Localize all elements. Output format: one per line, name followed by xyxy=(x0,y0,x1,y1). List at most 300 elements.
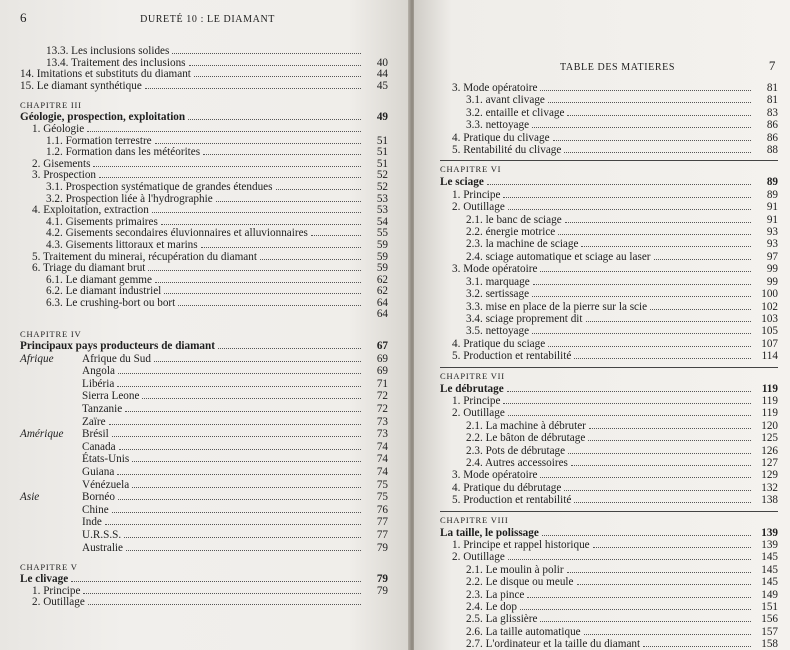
toc-entry-label: 3.3. mise en place de la pierre sur la scie xyxy=(466,300,648,313)
toc-entry-page: 51 xyxy=(376,134,388,147)
country-page: 73 xyxy=(376,428,388,441)
toc-entry-page: 156 xyxy=(761,613,778,626)
toc-entry[interactable] xyxy=(440,626,778,638)
chapter-5-entries xyxy=(20,586,388,609)
toc-entry-page: 149 xyxy=(761,588,778,601)
toc-entry[interactable] xyxy=(440,420,778,432)
right-running-title: TABLE DES MATIERES xyxy=(560,62,675,73)
toc-entry[interactable] xyxy=(440,576,778,588)
chapter-3-title: Géologie, prospection, exploitation xyxy=(20,111,186,124)
toc-entry-page: 132 xyxy=(761,481,778,494)
leader-dots xyxy=(276,189,362,190)
toc-entry[interactable] xyxy=(20,124,388,136)
leader-dots xyxy=(88,604,361,605)
leader-dots xyxy=(161,224,361,225)
leader-dots xyxy=(564,490,751,491)
chapter-5-title: Le clivage xyxy=(20,573,69,586)
toc-entry-page: 139 xyxy=(761,539,778,551)
country-page: 72 xyxy=(376,390,388,403)
country-entry[interactable] xyxy=(20,416,388,429)
toc-entry[interactable] xyxy=(440,395,778,407)
toc-entry-page: 88 xyxy=(766,144,778,157)
toc-entry-label: 2.6. La taille automatique xyxy=(466,625,581,638)
toc-entry[interactable] xyxy=(440,226,778,238)
toc-entry[interactable] xyxy=(440,601,778,613)
leader-dots xyxy=(532,333,751,334)
country-entry[interactable] xyxy=(20,479,388,492)
country-entry[interactable] xyxy=(20,516,388,529)
country-entry[interactable] xyxy=(20,365,388,378)
leader-dots xyxy=(540,90,751,91)
country-page: 77 xyxy=(376,528,388,541)
toc-entry-page: 93 xyxy=(766,238,778,251)
toc-entry[interactable] xyxy=(440,325,778,337)
toc-entry-label: 3.1. avant clivage xyxy=(466,94,545,107)
toc-entry-label: 2.1. La machine à débruter xyxy=(466,419,586,432)
leader-dots xyxy=(553,140,751,141)
right-page-header xyxy=(440,58,778,74)
leader-dots xyxy=(132,461,361,462)
toc-entry-label: 5. Production et rentabilité xyxy=(452,350,572,363)
toc-entry[interactable] xyxy=(440,613,778,625)
toc-entry[interactable] xyxy=(20,147,388,159)
country-label: Australie xyxy=(82,541,124,554)
leader-dots xyxy=(564,152,751,153)
leader-dots xyxy=(178,305,361,306)
toc-entry-page: 105 xyxy=(761,325,778,338)
country-label: Libéria xyxy=(82,377,115,390)
toc-entry-label: 3.1. Prospection systématique de grandes étendues xyxy=(46,180,273,193)
country-entry[interactable] xyxy=(20,378,388,391)
toc-entry[interactable] xyxy=(440,107,778,119)
toc-entry-page: 97 xyxy=(766,250,778,263)
leader-dots xyxy=(593,547,751,548)
chapter-8-heading: CHAPITRE VIII xyxy=(440,511,778,525)
toc-entry-label: 4. Pratique du débrutage xyxy=(452,481,562,494)
toc-entry-page: 52 xyxy=(376,169,388,182)
left-running-title: DURETÉ 10 : LE DIAMANT xyxy=(140,14,275,25)
toc-entry[interactable] xyxy=(440,313,778,325)
chapter-7-title-page: 119 xyxy=(761,382,778,395)
toc-entry-page: 158 xyxy=(761,638,778,650)
toc-entry-page: 138 xyxy=(761,494,778,507)
toc-entry-label: 3.2. Prospection liée à l'hydrographie xyxy=(46,192,213,205)
toc-entry-label: 3. Mode opératoire xyxy=(452,263,538,276)
leader-dots xyxy=(508,209,751,210)
leader-dots xyxy=(216,201,361,202)
country-label: Chine xyxy=(82,503,109,516)
toc-entry-label: 2. Outillage xyxy=(452,201,505,214)
country-entry[interactable] xyxy=(20,441,388,454)
toc-entry[interactable] xyxy=(440,445,778,457)
leader-dots xyxy=(520,609,751,610)
chapter-6-title-row[interactable] xyxy=(440,176,778,188)
toc-entry-label: 3. Prospection xyxy=(32,169,97,182)
leader-dots xyxy=(164,293,361,294)
toc-entry[interactable] xyxy=(440,638,778,650)
country-label: Inde xyxy=(82,516,102,529)
chapter-8-title-row[interactable] xyxy=(440,527,778,539)
leader-dots xyxy=(148,270,361,271)
leader-dots xyxy=(93,166,361,167)
toc-entry-label: 2.2. Le bâton de débrutage xyxy=(466,432,586,445)
chapter-8-title: La taille, le polissage xyxy=(440,526,539,539)
leader-dots xyxy=(487,184,751,185)
leader-dots xyxy=(540,271,751,272)
right-page xyxy=(414,0,790,650)
country-label: Bornéo xyxy=(82,491,115,504)
leader-dots xyxy=(201,247,361,248)
toc-entry-label: 3.4. sciage proprement dit xyxy=(466,312,583,325)
toc-entry-label: 4. Pratique du clivage xyxy=(452,131,550,144)
toc-entry-page: 119 xyxy=(761,394,778,407)
country-entry[interactable] xyxy=(20,466,388,479)
toc-entry[interactable] xyxy=(440,539,778,551)
toc-entry[interactable] xyxy=(440,263,778,275)
toc-entry-page: 120 xyxy=(761,419,778,432)
toc-entry-label: 5. Rentabilité du clivage xyxy=(452,144,562,157)
toc-entry[interactable] xyxy=(440,288,778,300)
leader-dots xyxy=(503,403,751,404)
toc-entry[interactable] xyxy=(440,551,778,563)
leader-dots xyxy=(527,597,751,598)
country-page: 73 xyxy=(376,415,388,428)
toc-entry[interactable] xyxy=(440,494,778,506)
leader-dots xyxy=(503,197,751,198)
leader-dots xyxy=(119,449,361,450)
chapter-3-trailing-page: 64 xyxy=(376,308,388,321)
leader-dots xyxy=(132,487,361,488)
right-top-entries xyxy=(440,82,778,156)
toc-entry[interactable] xyxy=(440,119,778,131)
leader-dots xyxy=(124,537,361,538)
toc-entry-page: 54 xyxy=(376,215,388,228)
leader-dots xyxy=(145,88,361,89)
toc-entry-label: 2.5. La glissière xyxy=(466,613,538,626)
leader-dots xyxy=(105,524,361,525)
toc-entry-page: 45 xyxy=(376,79,388,92)
leader-dots xyxy=(194,76,361,77)
toc-entry[interactable] xyxy=(20,182,388,194)
toc-entry-page: 100 xyxy=(761,288,778,301)
toc-entry-page: 55 xyxy=(376,227,388,240)
chapter-7-title-row[interactable] xyxy=(440,383,778,395)
country-page: 72 xyxy=(376,403,388,416)
toc-entry-page: 79 xyxy=(376,584,388,597)
country-entry[interactable] xyxy=(20,390,388,403)
toc-entry-label: 1.2. Formation dans les météorites xyxy=(46,146,201,159)
country-page: 75 xyxy=(376,491,388,504)
toc-entry[interactable] xyxy=(440,338,778,350)
chapter-7-title: Le débrutage xyxy=(440,382,504,395)
toc-entry-page: 91 xyxy=(766,201,778,214)
toc-entry-page: 125 xyxy=(761,432,778,445)
country-label: Brésil xyxy=(82,428,109,441)
toc-entry[interactable] xyxy=(440,432,778,444)
toc-entry-label: 2. Outillage xyxy=(32,596,85,609)
country-entry[interactable] xyxy=(20,403,388,416)
left-page-number: 6 xyxy=(20,10,28,25)
toc-entry[interactable] xyxy=(440,94,778,106)
toc-entry-label: 3.2. entaille et clivage xyxy=(466,106,565,119)
toc-entry-label: 2.1. Le moulin à polir xyxy=(466,563,564,576)
leader-dots xyxy=(118,373,361,374)
toc-entry-page: 145 xyxy=(761,563,778,576)
leader-dots xyxy=(565,222,751,223)
leader-dots xyxy=(154,361,361,362)
toc-entry-label: 1. Principe xyxy=(452,394,501,407)
toc-entry-label: 15. Le diamant synthétique xyxy=(20,79,142,92)
toc-entry-page: 59 xyxy=(376,262,388,275)
leader-dots xyxy=(571,465,751,466)
toc-entry[interactable] xyxy=(440,251,778,263)
left-page-header xyxy=(20,10,388,26)
chapter-3-title-page: 49 xyxy=(376,111,388,124)
leader-dots xyxy=(155,143,361,144)
toc-entry-label: 4.3. Gisements littoraux et marins xyxy=(46,238,198,251)
toc-entry-page: 59 xyxy=(376,238,388,251)
leader-dots xyxy=(586,321,751,322)
toc-entry-page: 145 xyxy=(761,551,778,564)
country-label: Guiana xyxy=(82,466,115,478)
leader-dots xyxy=(189,65,361,66)
toc-entry-page: 64 xyxy=(376,296,388,309)
toc-entry-page: 86 xyxy=(766,119,778,132)
toc-entry[interactable] xyxy=(20,240,388,252)
toc-entry-label: 4. Exploitation, extraction xyxy=(32,204,149,217)
toc-entry-label: 3. Mode opératoire xyxy=(452,82,538,94)
toc-entry[interactable] xyxy=(440,407,778,419)
leader-dots xyxy=(117,386,361,387)
continent-label: Amérique xyxy=(20,428,64,441)
leader-dots xyxy=(126,550,361,551)
toc-entry-label: 14. Imitations et substituts du diamant xyxy=(20,68,191,81)
toc-entry-page: 51 xyxy=(376,157,388,170)
leader-dots xyxy=(568,453,751,454)
leader-dots xyxy=(83,593,361,594)
country-page: 76 xyxy=(376,503,388,516)
toc-entry-label: 6.3. Le crushing-bort ou bort xyxy=(46,296,176,309)
toc-entry-label: 1. Principe xyxy=(32,584,81,597)
toc-entry-page: 53 xyxy=(376,192,388,205)
toc-entry-page: 81 xyxy=(766,94,778,107)
toc-entry-label: 3.5. nettoyage xyxy=(466,325,530,338)
leader-dots xyxy=(112,512,361,513)
country-entry[interactable] xyxy=(20,504,388,517)
toc-entry[interactable] xyxy=(440,276,778,288)
toc-entry-page: 126 xyxy=(761,444,778,457)
toc-entry-label: 2. Outillage xyxy=(452,407,505,420)
leader-dots xyxy=(508,415,751,416)
country-page: 75 xyxy=(376,478,388,491)
toc-entry-label: 2.3. la machine de sciage xyxy=(466,238,579,251)
leader-dots xyxy=(188,119,361,120)
toc-entry[interactable] xyxy=(440,132,778,144)
toc-entry-page: 99 xyxy=(766,275,778,288)
toc-entry[interactable] xyxy=(440,214,778,226)
leader-dots xyxy=(532,296,751,297)
toc-entry[interactable] xyxy=(20,46,388,58)
country-page: 74 xyxy=(376,453,388,466)
leader-dots xyxy=(125,411,361,412)
leader-dots xyxy=(588,440,751,441)
leader-dots xyxy=(643,646,751,647)
leader-dots xyxy=(507,391,751,392)
leader-dots xyxy=(567,572,751,573)
country-page: 69 xyxy=(376,352,388,365)
toc-entry[interactable] xyxy=(440,301,778,313)
chapter-7-heading: CHAPITRE VII xyxy=(440,367,778,381)
toc-entry-page: 157 xyxy=(761,625,778,638)
toc-entry[interactable] xyxy=(440,350,778,362)
chapter-3-heading: CHAPITRE III xyxy=(20,100,82,111)
chapter-3-trailing xyxy=(20,309,388,321)
country-page: 69 xyxy=(376,365,388,378)
toc-entry-label: 2. Outillage xyxy=(452,551,505,564)
leader-dots xyxy=(548,346,751,347)
leader-dots xyxy=(558,234,751,235)
toc-entry[interactable] xyxy=(440,189,778,201)
country-label: Afrique du Sud xyxy=(82,352,151,365)
country-entry[interactable] xyxy=(20,453,388,466)
country-entry[interactable] xyxy=(20,491,388,504)
leader-dots xyxy=(532,127,751,128)
toc-entry-page: 127 xyxy=(761,456,778,469)
leader-dots xyxy=(155,282,361,283)
chapter-4-title: Principaux pays producteurs de diamant xyxy=(20,340,215,353)
leader-dots xyxy=(172,53,361,54)
leader-dots xyxy=(574,502,751,503)
toc-entry[interactable] xyxy=(440,144,778,156)
toc-entry[interactable] xyxy=(440,589,778,601)
toc-entry-page: 99 xyxy=(766,263,778,276)
leader-dots xyxy=(117,474,361,475)
toc-entry-label: 2. Gisements xyxy=(32,157,91,170)
toc-entry[interactable] xyxy=(20,597,388,609)
leader-dots xyxy=(218,348,361,349)
country-label: Angola xyxy=(82,365,115,378)
toc-entry-page: 53 xyxy=(376,204,388,217)
toc-entry-page: 40 xyxy=(376,56,388,69)
country-entry[interactable] xyxy=(20,529,388,542)
toc-entry-label: 2.4. sciage automatique et sciage au laser xyxy=(466,250,651,263)
left-top-entries xyxy=(20,46,388,92)
chapter-8-entries xyxy=(440,539,778,650)
leader-dots xyxy=(152,212,361,213)
leader-dots xyxy=(260,259,361,260)
country-page: 77 xyxy=(376,516,388,529)
toc-entry[interactable] xyxy=(440,201,778,213)
leader-dots xyxy=(508,559,751,560)
toc-entry-page: 91 xyxy=(766,213,778,226)
toc-entry-page: 151 xyxy=(761,601,778,614)
chapter-4-countries xyxy=(20,353,388,555)
toc-entry-label: 4. Pratique du sciage xyxy=(452,337,546,350)
toc-entry[interactable] xyxy=(20,205,388,217)
toc-entry-page: 129 xyxy=(761,469,778,482)
toc-entry[interactable] xyxy=(440,82,778,94)
leader-dots xyxy=(87,131,361,132)
toc-entry-label: 2.4. Le dop xyxy=(466,601,517,614)
toc-entry-page: 59 xyxy=(376,250,388,263)
leader-dots xyxy=(654,259,751,260)
toc-entry[interactable] xyxy=(20,81,388,93)
leader-dots xyxy=(584,634,751,635)
toc-entry[interactable] xyxy=(440,457,778,469)
toc-entry-label: 2.3. La pince xyxy=(466,588,525,601)
toc-entry-page: 103 xyxy=(761,312,778,325)
toc-entry-page: 145 xyxy=(761,576,778,589)
leader-dots xyxy=(203,154,361,155)
chapter-6-title-page: 89 xyxy=(766,176,778,189)
chapter-5-title-page: 79 xyxy=(376,573,388,586)
leader-dots xyxy=(567,115,751,116)
toc-entry-label: 6.1. Le diamant gemme xyxy=(46,273,152,286)
chapter-8-title-page: 139 xyxy=(761,526,778,539)
toc-entry-label: 3. Mode opératoire xyxy=(452,469,538,482)
country-label: Tanzanie xyxy=(82,403,123,416)
chapter-5-title-row[interactable] xyxy=(20,574,388,586)
right-page-number: 7 xyxy=(768,58,776,73)
leader-dots xyxy=(118,499,361,500)
toc-entry-page: 81 xyxy=(766,82,778,94)
toc-entry-page: 62 xyxy=(376,285,388,298)
chapter-4-title-page: 67 xyxy=(376,340,388,353)
leader-dots xyxy=(540,621,751,622)
leader-dots xyxy=(99,177,361,178)
leader-dots xyxy=(542,535,751,536)
leader-dots xyxy=(109,424,361,425)
toc-entry-label: 2.3. Pots de débrutage xyxy=(466,444,566,457)
leader-dots xyxy=(71,581,361,582)
toc-entry-label: 4.2. Gisements secondaires éluvionnaires et alluvionnaires xyxy=(46,227,308,240)
toc-entry[interactable] xyxy=(440,482,778,494)
continent-label: Afrique xyxy=(20,352,54,365)
toc-entry[interactable] xyxy=(440,469,778,481)
toc-entry[interactable] xyxy=(440,238,778,250)
country-entry[interactable] xyxy=(20,428,388,441)
toc-entry-label: 2.4. Autres accessoires xyxy=(466,456,568,469)
leader-dots xyxy=(540,477,751,478)
leader-dots xyxy=(589,428,751,429)
country-label: États-Unis xyxy=(82,453,130,466)
leader-dots xyxy=(581,246,751,247)
toc-entry-label: 13.3. Les inclusions solides xyxy=(46,45,170,57)
chapter-6-entries xyxy=(440,189,778,363)
country-entry[interactable] xyxy=(20,353,388,366)
toc-entry-label: 1.1. Formation terrestre xyxy=(46,134,152,147)
leader-dots xyxy=(548,102,751,103)
toc-entry-label: 2.2. Le disque ou meule xyxy=(466,576,574,589)
chapter-4-title-row[interactable] xyxy=(20,341,388,353)
country-page: 71 xyxy=(376,377,388,390)
country-entry[interactable] xyxy=(20,542,388,555)
toc-entry-label: 1. Principe xyxy=(452,188,501,201)
toc-entry[interactable] xyxy=(20,298,388,310)
toc-entry-page: 89 xyxy=(766,188,778,201)
toc-entry[interactable] xyxy=(20,263,388,275)
toc-entry-page: 62 xyxy=(376,273,388,286)
toc-entry-page: 83 xyxy=(766,106,778,119)
toc-entry-label: 2.7. L'ordinateur et la taille du diamant xyxy=(466,638,641,650)
toc-entry-page: 51 xyxy=(376,146,388,159)
chapter-5-heading: CHAPITRE V xyxy=(20,562,78,573)
leader-dots xyxy=(533,284,751,285)
toc-entry-label: 2.1. le banc de sciage xyxy=(466,213,562,226)
toc-entry-label: 13.4. Traitement des inclusions xyxy=(46,56,186,69)
toc-entry[interactable] xyxy=(440,564,778,576)
country-label: Canada xyxy=(82,440,116,453)
